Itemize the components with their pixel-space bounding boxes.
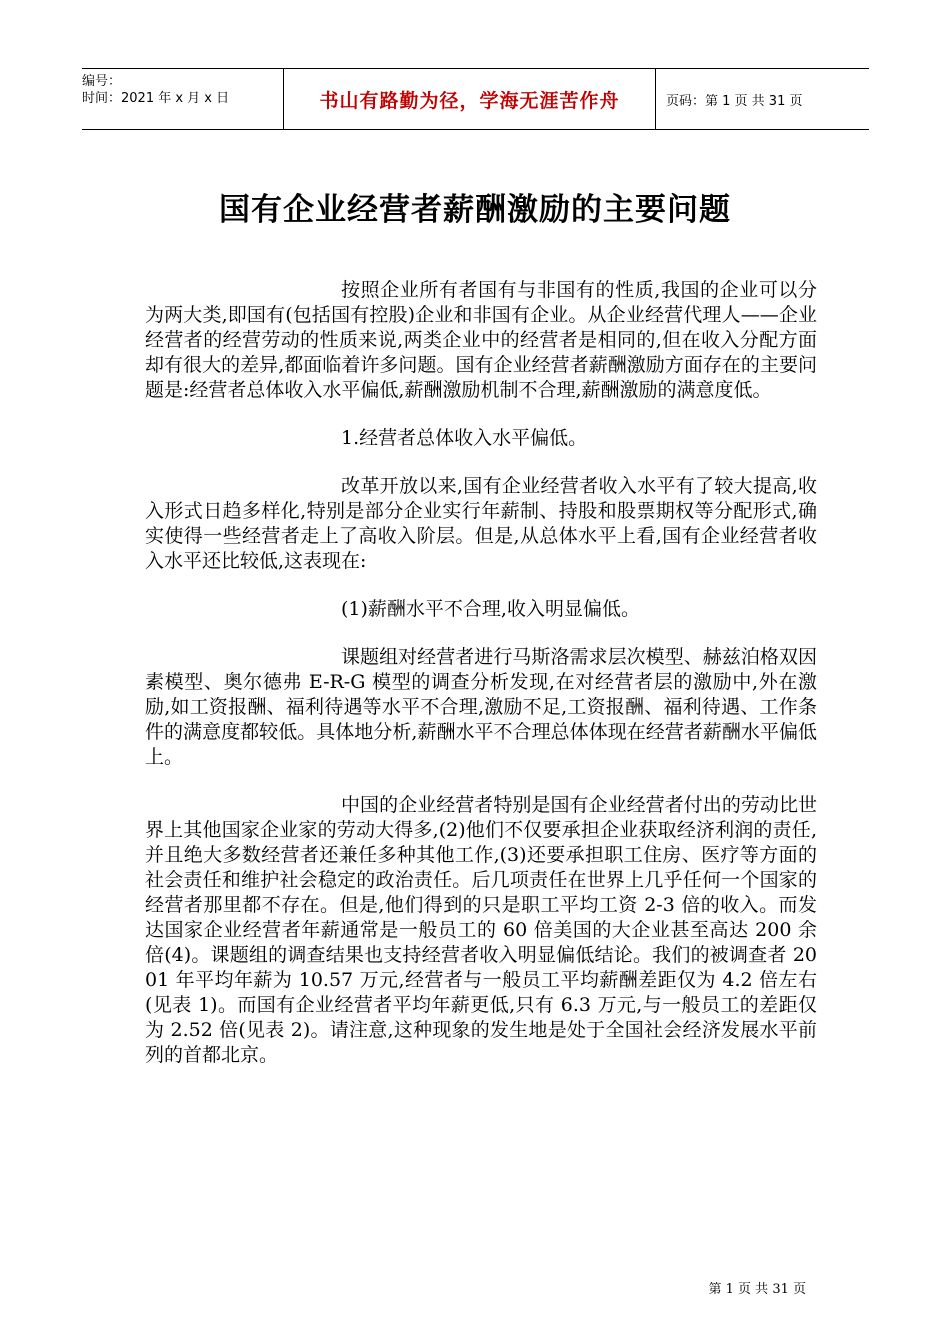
body-paragraph: 中国的企业经营者特别是国有企业经营者付出的劳动比世界上其他国家企业家的劳动大得多,(2)他们不仅要承担企业获取经济利润的责任,并且绝大多数经营者还兼任多种其他工作,(3)还要承担职工住房、医疗等方面的社会责任和维护社会稳定的政治责任。后几项责任在世界上几乎任何一个国家的经营者那里都不存在。但是,他们得到的只是职工平均工资 2-3 倍的收入。而发达国家企业经营者年薪通常是一般员工的 60 倍美国的大企业甚至高达 200 余倍(4)。课题组的调查结果也支持经营者收入明显偏低结论。我们的被调查者 2001 年平均年薪为 10.57 万元,经营者与一般员工平均薪酬差距仅为 4.2 倍左右(见表 1)。而国有企业经营者平均年薪更低,只有 6.3 万元,与一般员工的差距仅为 2.52 倍(见表 2)。请注意,这种现象的发生地是处于全国社会经济发展水平前列的首都北京。 [145, 794, 817, 1066]
body-paragraph: 课题组对经营者进行马斯洛需求层次模型、赫兹泊格双因素模型、奥尔德弗 E-R-G 模型的调查分析发现,在对经营者层的激励中,外在激励,如工资报酬、福利待遇等水平不合理,激励不足,工资报酬、福利待遇、工作条件的满意度都较低。具体地分析,薪酬水平不合理总体体现在经营者薪酬水平偏低上。 [145, 646, 817, 768]
header-page-number: 页码：第 1 页 共 31 页 [666, 93, 803, 109]
header-motto: 书山有路勤为径，学海无涯苦作舟 [283, 69, 656, 129]
document-date-label: 时间：2021 年 x 月 x 日 [82, 91, 230, 106]
body-paragraph: 按照企业所有者国有与非国有的性质,我国的企业可以分为两大类,即国有(包括国有控股)企业和非国有企业。从企业经营代理人——企业经营者的经营劳动的性质来说,两类企业中的经营者是相同的,但在收入分配方面却有很大的差异,都面临着许多问题。国有企业经营者薪酬激励方面存在的主要问题是:经营者总体收入水平偏低,薪酬激励机制不合理,薪酬激励的满意度低。 [145, 279, 817, 401]
document-title: 国有企业经营者薪酬激励的主要问题 [219, 192, 731, 228]
subsection-heading: (1)薪酬水平不合理,收入明显偏低。 [341, 598, 640, 620]
section-heading: 1.经营者总体收入水平偏低。 [341, 427, 588, 449]
page-footer: 第 1 页 共 31 页 [708, 1282, 806, 1297]
document-body [145, 278, 817, 1091]
page-header [82, 68, 869, 130]
document-number-label: 编号： [82, 74, 122, 89]
header-meta [82, 69, 283, 129]
body-paragraph: 改革开放以来,国有企业经营者收入水平有了较大提高,收入形式日趋多样化,特别是部分企业实行年薪制、持股和股票期权等分配形式,确实使得一些经营者走上了高收入阶层。但是,从总体水平上看,国有企业经营者收入水平还比较低,这表现在: [145, 475, 817, 572]
